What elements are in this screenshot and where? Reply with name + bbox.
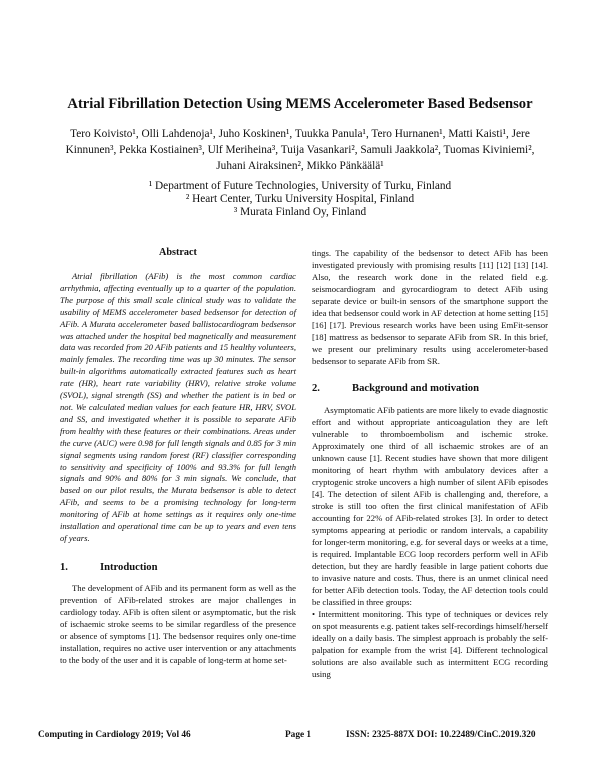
background-paragraph: Asymptomatic AFib patients are more likely to evade diagnostic effort and without appropriate anticoagulation they are left vulnerable to thromboembolism and ischemic stroke. Approximately one third of all ischaemic strokes are of an unknown cause [1]. Recent studies have shown that more diligent monitoring of heart rhythm with ambulatory devices after a cryptogenic stroke uncovers a high number of silent AFib episodes [4]. The detection of silent AFib is challenging and, therefore, a stroke is still too often the first clinical manifestation of AFib accounting for 22% of AFib-related strokes [3]. In order to detect symptoms appearing at periodic or random intervals, a capability for longer-term monitoring, e.g. for several days or weeks at a time, is required. Implantable ECG loop recorders perform well in AFib detection, but they are hardly feasible in large patient cohorts due to invasive nature and costs. Thus, there is an unmet clinical need for better AFib detection tools. Today, the AF detection tools could be classified in three groups:: [312, 405, 548, 607]
intro-paragraph: The development of AFib and its permanent form as well as the prevention of AFib-related strokes are major challenges in cardiology today. AFib is often silent or asymptomatic, but the risk of ischaemic stroke seems to be similar regardless of the presence or absence of symptoms [1]. The bedsensor requires only one-time installation, requires no active user intervention or any attachments to the body of the user and it is capable of long-term at home set-: [60, 582, 296, 665]
abstract-heading: Abstract: [159, 247, 197, 258]
section-2-number: 2.: [312, 383, 320, 394]
intro-continuation: tings. The capability of the bedsensor to detect AFib has been investigated previously with promising results [11] [12] [13] [14]. Also, the research work done in the related field e.g. seismocardiogram and gyrocardiogram to detect AFib using separate device or built-in sensors of the smartphone support the idea that bedsensor could work in AF detection at home setting [15] [16] [17]. Previous research works have been using EmFit-sensor [18] mattress as bedsensor to separate AFib from SR. In this brief, we present our preliminary results using accelerometer-based bedsensor to separate AFib from SR.: [312, 248, 548, 366]
section-1-number: 1.: [60, 561, 68, 573]
affiliation-1: ¹ Department of Future Technologies, University of Turku, Finland: [148, 180, 452, 192]
footer-issn-doi: ISSN: 2325-887X DOI: 10.22489/CinC.2019.320: [346, 730, 536, 740]
abstract-text: Atrial fibrillation (AFib) is the most common cardiac arrhythmia, affecting eventually up to a quarter of the population. The purpose of this small scale clinical study was to validate the usability of MEMS accelerometer based bedsensor for detection of AFib. A Murata accelerometer based ballistocardiogram bedsensor was attached under the hospital bed magnetically and measurement data was recorded from 20 AFib patients and 15 healthy volunteers, mainly females. The recording time was up 30 minutes. The sensor built-in algorithms automatically extracted features such as heart rate (HR), heart rate variability (HRV), relative stroke volume (SVOL), signal strength (SS) and whether the patient is in bed or not. We calculated median values for each feature HR, HRV, SVOL and SS, and investigated whether it is possible to separate AFib from healthy with these features or their combinations. Areas under the curve (AUC) were 0.98 for full length signals and 0.85 for 3 min signal segments using random forest (RF) classifier corresponding to sensitivity and specificity of 100% and 93.3% for full length signals and 90% and 80% for 3 min signals. We conclude, that based on our pilot results, the Murata bedsensor is able to detect AFib, and seems to be a promising technology for long-term monitoring of AFib at home settings as it requires only one-time installation and operational time can be up to years and even tens of years.: [60, 271, 296, 543]
paper-title: Atrial Fibrillation Detection Using MEMS Accelerometer Based Bedsensor: [67, 96, 533, 112]
affiliation-3: ³ Murata Finland Oy, Finland: [233, 206, 367, 218]
footer-conference: Computing in Cardiology 2019; Vol 46: [38, 730, 191, 740]
affiliations: [0, 180, 600, 219]
affiliation-2: ² Heart Center, Turku University Hospital, Finland: [185, 193, 415, 205]
section-2-title: Background and motivation: [352, 383, 479, 394]
section-1-title: Introduction: [100, 561, 158, 573]
section-2-heading: [312, 383, 548, 394]
bullet-intermittent-monitoring: • Intermittent monitoring. This type of techniques or devices rely on spot measurents e.g. patient takes self-recordings himself/herself ideally on a daily basis. The simplest approach is probably the self-palpation for example from the wrist [4]. Different technological solutions are also available such as intermittent ECG recording using: [312, 609, 548, 679]
left-column: [60, 247, 296, 666]
author-list: Tero Koivisto¹, Olli Lahdenoja¹, Juho Koskinen¹, Tuukka Panula¹, Tero Hurnanen¹, Matti Kaisti¹, Jere Kinnunen³, Pekka Kostiainen³, Ulf Meriheina³, Tuija Vasankari², Samuli Jaakkola², Tuomas Kiviniemi², Juhani Airaksinen², Mikko Pänkäälä¹: [65, 128, 535, 172]
right-column: [312, 247, 548, 680]
section-1-heading: [60, 562, 296, 573]
footer-page-number: Page 1: [285, 730, 312, 740]
